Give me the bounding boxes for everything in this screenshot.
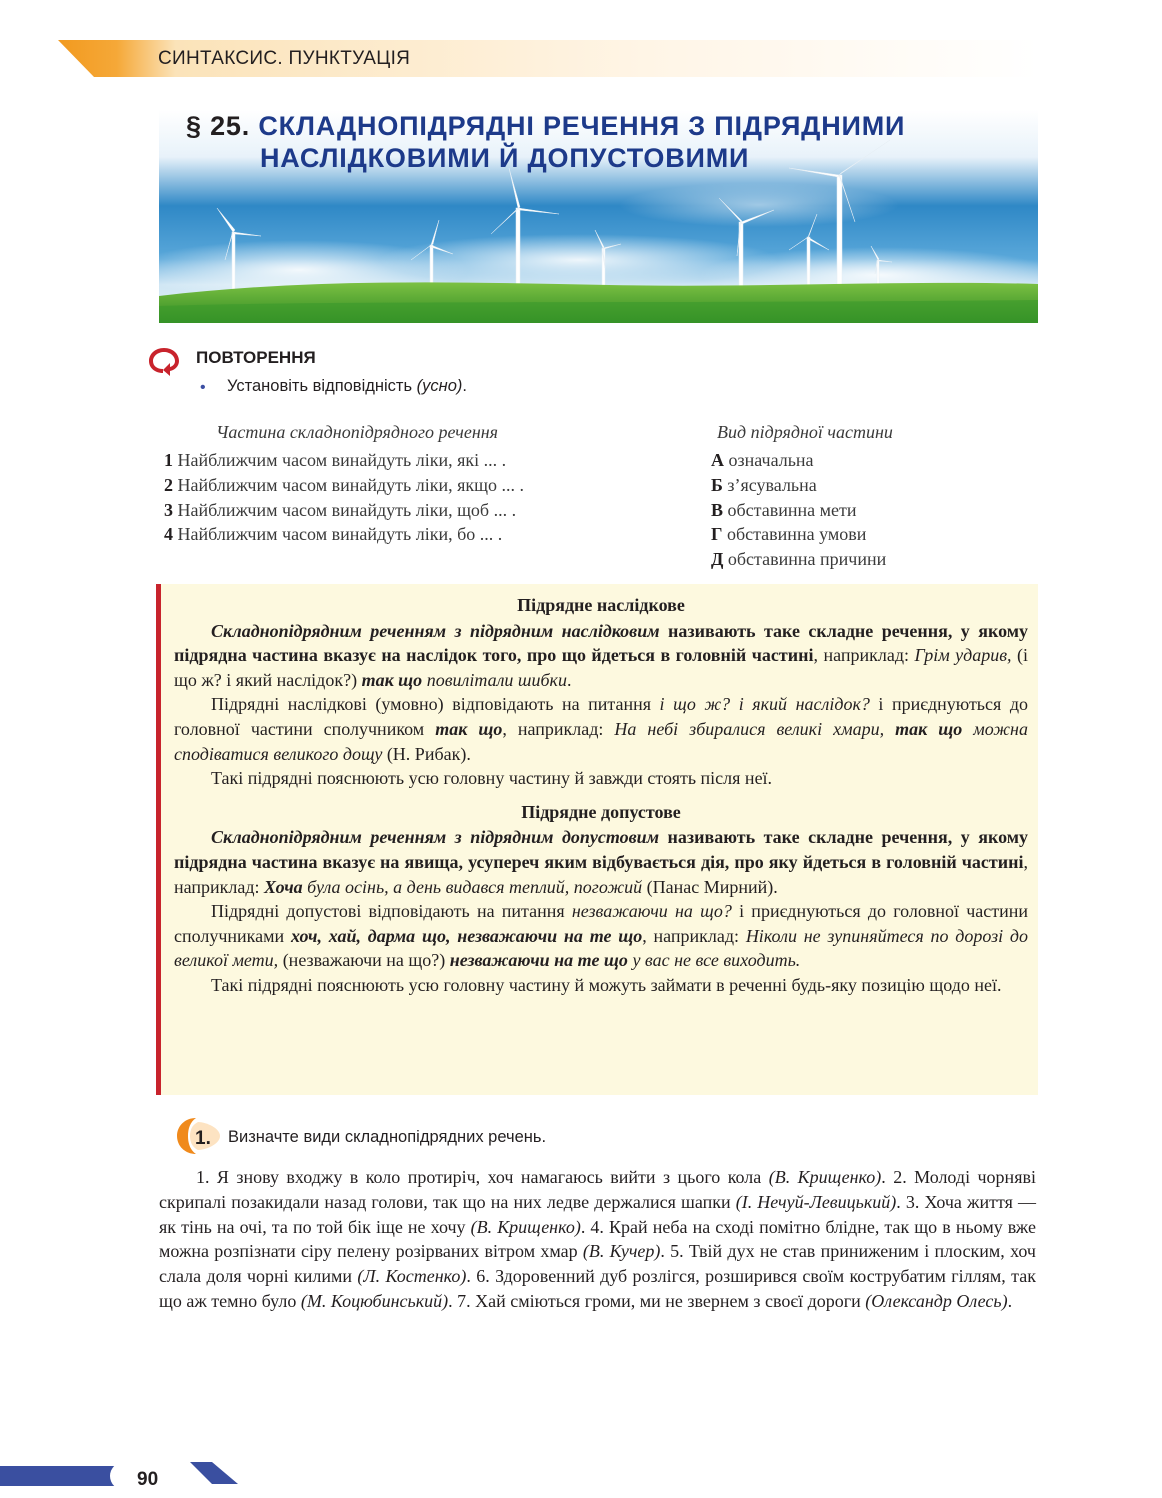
repetition-heading: ПОВТОРЕННЯ	[196, 348, 316, 367]
exercise-source: (Л. Костенко)	[357, 1266, 467, 1287]
consequence-position: Такі підрядні пояснюють усю головну частину й завжди стоять після неї.	[211, 768, 773, 789]
paragraph-number: § 25.	[186, 111, 251, 141]
list-item: Б з’ясувальна	[711, 474, 817, 495]
exercise-sentence: . 3. Хоча життя — як тінь на очі, та по той бік іще не хочу	[159, 1191, 1036, 1237]
exercise-sentence: . 4. Край неба на сході помітно блідне, так що в ньому вже можна розпізнати сіру пелену розірваних вітром хмар	[159, 1216, 1036, 1262]
exercise-source: (В. Крищенко)	[768, 1167, 882, 1187]
paragraph-title-line1: СКЛАДНОПІДРЯДНІ РЕЧЕННЯ З ПІДРЯДНИМИ	[258, 111, 906, 141]
exercise-sentence: . 2. Молоді чорняві скрипалі позакидали назад голови, так що на них ледве держалися шапки	[159, 1167, 1036, 1212]
paragraph-title-line2: НАСЛІДКОВИМИ Й ДОПУСТОВИМИ	[260, 143, 750, 173]
list-item: Д обставинна причини	[711, 549, 887, 570]
exercise-text	[159, 1165, 1036, 1314]
exercise-sentence: . 7. Хай сміються громи, ми не звернем з своєї дороги	[448, 1290, 866, 1311]
list-item: 1 Найближчим часом винайдуть ліки, які ... .	[164, 450, 507, 470]
sentence-parts-list	[164, 448, 524, 547]
right-column-heading: Вид підрядної частини	[717, 422, 893, 442]
task-end: .	[462, 377, 467, 395]
left-column-heading: Частина складнопідрядного речення	[216, 422, 499, 442]
task-note: (усно)	[416, 377, 463, 395]
task-text: Установіть відповідність	[227, 377, 413, 395]
list-item: 3 Найближчим часом винайдуть ліки, щоб ... .	[164, 499, 517, 520]
exercise-sentence: 1. Я знову входжу в коло протиріч, хоч намагаюсь вийти з цього кола	[196, 1167, 769, 1187]
consequence-heading: Підрядне наслідкове	[517, 595, 685, 615]
exercise-source: (Олександр Олесь)	[865, 1290, 1008, 1311]
list-item: Г обставинна умови	[711, 524, 867, 545]
section-header	[58, 40, 1038, 77]
repetition-task	[227, 377, 467, 396]
exercise-source: (М. Коцюбинський)	[300, 1290, 449, 1311]
title-banner	[159, 110, 1038, 323]
list-item: 2 Найближчим часом винайдуть ліки, якщо ... .	[164, 474, 524, 495]
list-item: В обставинна мети	[711, 499, 857, 520]
list-item: А означальна	[711, 450, 814, 470]
exercise-source: (В. Крищенко)	[470, 1216, 581, 1237]
bullet-icon: •	[200, 379, 206, 396]
repeat-icon	[147, 346, 183, 376]
concession-definition: Складнопідрядним реченням з підрядним допустовим називають таке складне речення, у якому підрядна частина вказує на явища, усупереч яким відбувається дія, про яку йдеться в головній частині, наприклад: Хоча була осінь, а день видався теплий, погожий (Панас Мирний).	[174, 827, 1029, 897]
concession-questions: Підрядні допустові відповідають на питання незважаючи на що? і приєднуються до головної частини сполучниками хоч, хай, дарма що, незважаючи на те що, наприклад: Ніколи не зупиняйтеся по дорозі до великої мети, (незважаючи на що?) незважаючи на те що у вас не все виходить.	[174, 901, 1029, 971]
list-item: 4 Найближчим часом винайдуть ліки, бо ... .	[164, 524, 503, 545]
section-title: СИНТАКСИС. ПУНКТУАЦІЯ	[158, 48, 411, 69]
rule-content	[174, 593, 1028, 998]
concession-heading: Підрядне допустове	[521, 801, 681, 822]
exercise-task: Визначте види складнопідрядних речень.	[228, 1128, 547, 1146]
paragraph-title	[186, 110, 905, 174]
exercise-sentence: . 5. Твій дух не став приниженим і плоским, хоч слала доля чорні килими	[159, 1241, 1036, 1287]
consequence-definition: Складнопідрядним реченням з підрядним наслідковим називають таке складне речення, у якому підрядна частина вказує на наслідок того, про що йдеться в головній частині, наприклад: Грім ударив, (і що ж? і який наслідок?) так що повилітали шибки.	[174, 620, 1029, 690]
exercise-source: (І. Нечуй-Левицький)	[735, 1191, 897, 1212]
exercise-number: 1.	[195, 1128, 211, 1149]
rule-box	[156, 584, 1038, 1095]
exercise-number-badge	[176, 1116, 224, 1156]
exercise-source: (В. Кучер)	[582, 1241, 661, 1262]
page-footer-band	[0, 1462, 240, 1498]
exercise-sentence: . 6. Здоровенний дуб розлігся, розширився своїм кострубатим гіллям, так що аж темно було	[159, 1266, 1036, 1311]
consequence-questions: Підрядні наслідкові (умовно) відповідають на питання і що ж? і який наслідок? і приєднуються до головної частини сполучником так що, наприклад: На небі збиралися великі хмари, так що можна сподіватися великого дощу (Н. Рибак).	[174, 694, 1028, 764]
concession-position: Такі підрядні пояснюють усю головну частину й можуть займати в реченні будь-яку позицію щодо неї.	[211, 974, 1002, 995]
page-number: 90	[137, 1469, 159, 1490]
clause-types-list	[711, 448, 886, 572]
exercise-sentence: .	[1007, 1290, 1013, 1311]
rule-accent-bar	[156, 584, 161, 1095]
